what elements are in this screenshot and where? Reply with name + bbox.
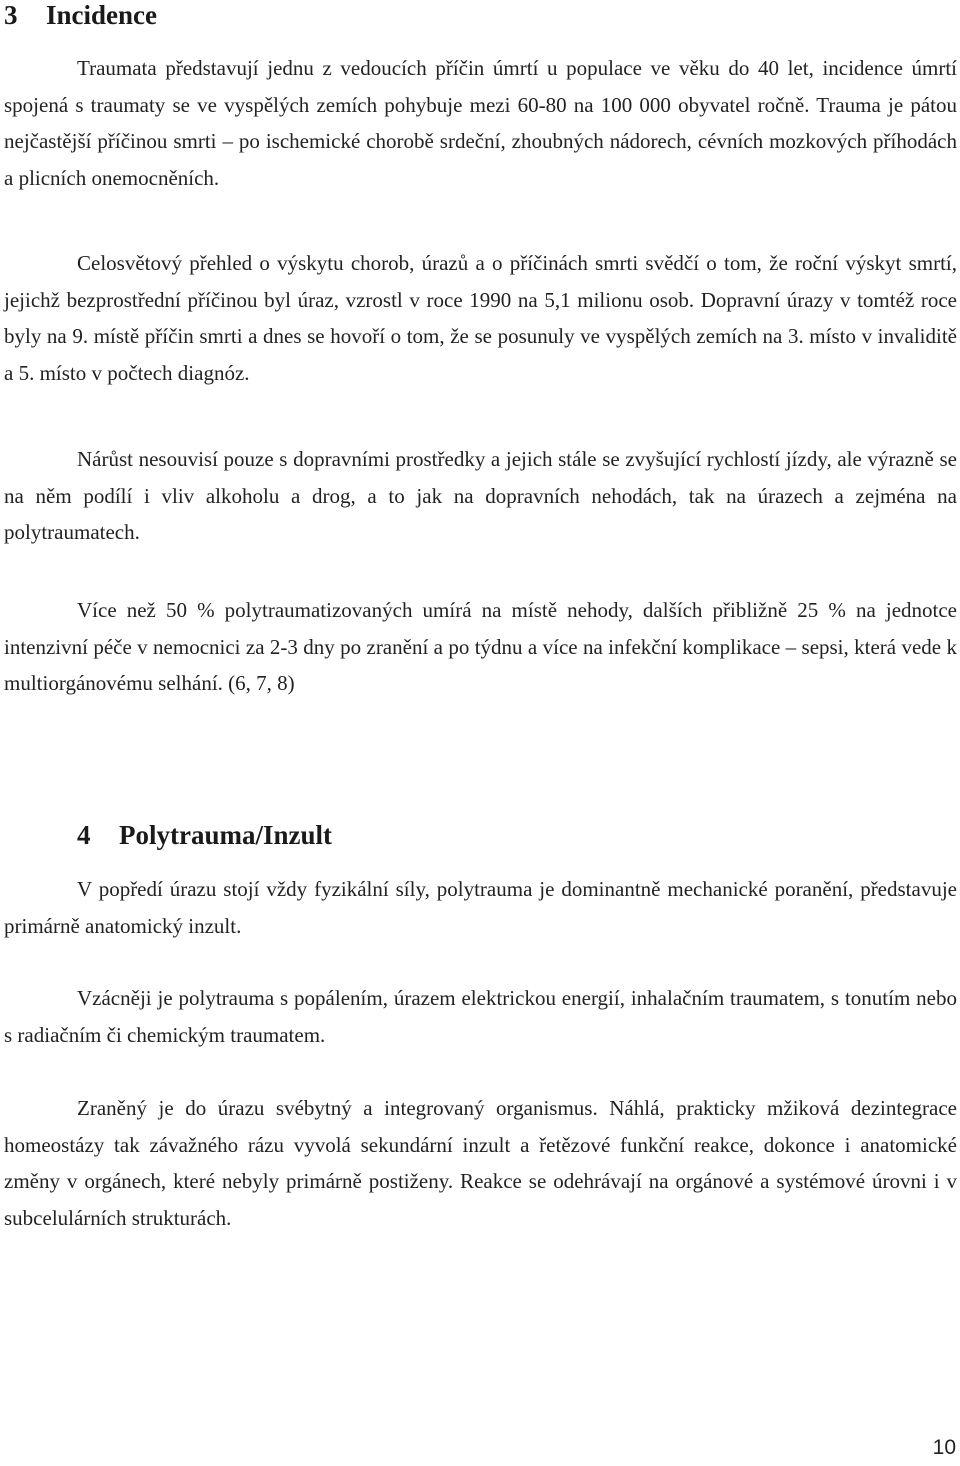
paragraph: Zraněný je do úrazu svébytný a integrovaný organismus. Náhlá, prakticky mžiková dezintegrace homeostázy tak závažného rázu vyvolá sekundární inzult a řetězové funkční reakce, dokonce i anatomické změny v orgánech, které nebyly primárně postiženy. Reakce se odehrávají na orgánové a systémové úrovni i v subcelulárních strukturách.: [4, 1096, 957, 1230]
section-title: Polytrauma/Inzult: [119, 820, 332, 850]
paragraph: Vzácněji je polytrauma s popálením, úrazem elektrickou energií, inhalačním traumatem, s tonutím nebo s radiačním či chemickým traumatem.: [4, 986, 957, 1047]
section-number: 4: [77, 820, 91, 850]
paragraph: Celosvětový přehled o výskytu chorob, úrazů a o příčinách smrti svědčí o tom, že roční výskyt smrtí, jejichž bezprostřední příčinou byl úraz, vzrostl v roce 1990 na 5,1 milionu osob. Dopravní úrazy v tomtéž roce byly na 9. místě příčin smrti a dnes se hovoří o tom, že se posunuly ve vyspělých zemích na 3. místo v invaliditě a 5. místo v počtech diagnóz.: [4, 251, 957, 385]
paragraph: Traumata představují jednu z vedoucích příčin úmrtí u populace ve věku do 40 let, incidence úmrtí spojená s traumaty se ve vyspělých zemích pohybuje mezi 60-80 na 100 000 obyvatel ročně. Trauma je pátou nejčastější příčinou smrti – po ischemické chorobě srdeční, zhoubných nádorech, cévních mozkových příhodách a plicních onemocněních.: [4, 56, 957, 190]
section-title: Incidence: [46, 0, 157, 30]
paragraph: Více než 50 % polytraumatizovaných umírá na místě nehody, dalších přibližně 25 % na jednotce intenzivní péče v nemocnici za 2-3 dny po zranění a po týdnu a více na infekční komplikace – sepsi, která vede k multiorgánovému selhání. (6, 7, 8): [4, 598, 957, 695]
section-heading-incidence: [4, 0, 157, 30]
page-number: 10: [932, 1436, 956, 1459]
paragraph: Nárůst nesouvisí pouze s dopravními prostředky a jejich stále se zvyšující rychlostí jízdy, ale výrazně se na něm podílí i vliv alkoholu a drog, a to jak na dopravních nehodách, tak na úrazech a zejména na polytraumatech.: [4, 447, 957, 544]
section-heading-polytrauma: [77, 820, 332, 850]
paragraph: V popředí úrazu stojí vždy fyzikální síly, polytrauma je dominantně mechanické poranění, představuje primárně anatomický inzult.: [4, 877, 957, 938]
section-number: 3: [4, 0, 18, 30]
